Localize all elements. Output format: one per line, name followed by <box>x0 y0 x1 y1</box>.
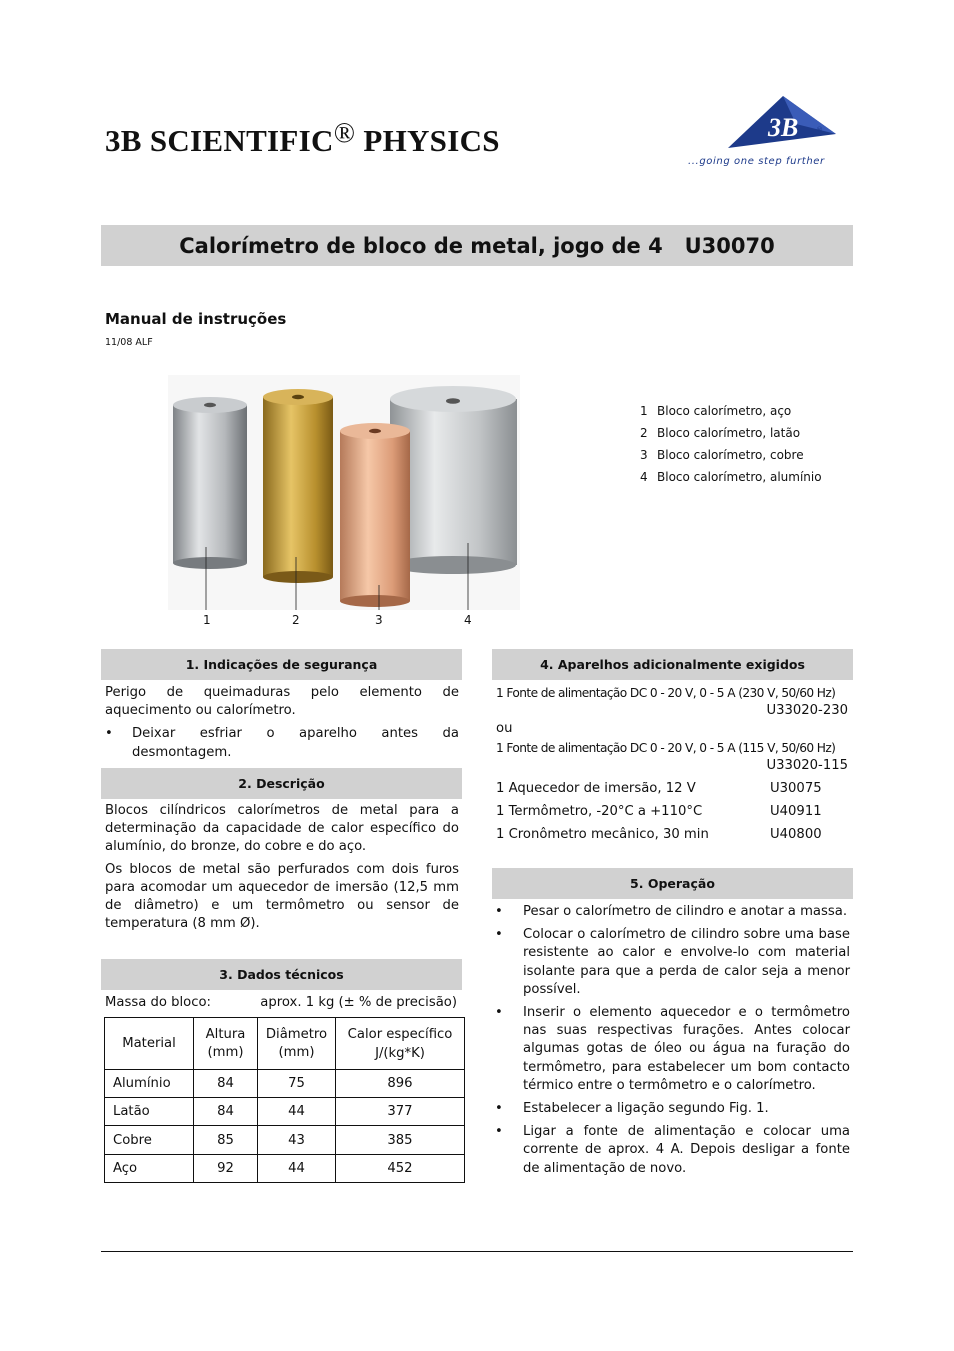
brand-suffix: PHYSICS <box>355 123 500 158</box>
section-4-body <box>496 684 848 845</box>
figure-legend <box>640 400 822 488</box>
steel-block <box>173 397 247 569</box>
operation-step: • Colocar o calorímetro de cilindro sobre uma base resistente ao calor e envolve-lo com material isolante para que a perda de calor seja a menor possível. <box>495 926 850 999</box>
operation-step: • Estabelecer a ligação segundo Fig. 1. <box>495 1100 850 1118</box>
table-header: Altura (mm) <box>194 1018 258 1070</box>
section-2-body <box>105 802 459 933</box>
table-header: Diâmetro (mm) <box>258 1018 336 1070</box>
logo-registered-mark: ® <box>816 126 823 134</box>
mass-label: Massa do bloco: <box>105 995 211 1010</box>
equipment-item: 1 Termômetro, -20°C a +110°C U40911 <box>496 804 822 820</box>
section-5-body <box>495 903 850 1178</box>
operation-step: • Pesar o calorímetro de cilindro e anotar a massa. <box>495 903 850 921</box>
product-photo <box>168 375 520 610</box>
equipment-item: 1 Aquecedor de imersão, 12 V U30075 <box>496 781 822 797</box>
table-row: Aço 92 44 452 <box>105 1155 465 1183</box>
document-title: Calorímetro de bloco de metal, jogo de 4 U30070 <box>179 233 775 258</box>
legend-item: 4 Bloco calorímetro, alumínio <box>640 470 822 484</box>
block-mass <box>105 994 457 1012</box>
equipment-item: 1 Fonte de alimentação DC 0 - 20 V, 0 - 5 A (230 V, 50/60 Hz) <box>496 686 836 700</box>
legend-item: 1 Bloco calorímetro, aço <box>640 404 792 418</box>
mass-value: aprox. 1 kg (± % de precisão) <box>260 995 457 1010</box>
brand-name: 3B SCIENTIFIC <box>105 123 334 158</box>
logo-text: 3B <box>768 113 799 142</box>
section-1-body <box>105 684 459 762</box>
brand-title <box>105 118 500 159</box>
table-row: Latão 84 44 377 <box>105 1098 465 1126</box>
operation-step: • Ligar a fonte de alimentação e colocar uma corrente de aprox. 4 A. Depois desligar a fonte de alimentação de novo. <box>495 1123 850 1178</box>
equipment-item: 1 Cronômetro mecânico, 30 min U40800 <box>496 827 822 843</box>
section-2-header: 2. Descrição <box>101 768 462 799</box>
figure-number: 2 <box>292 613 300 627</box>
footer-divider <box>101 1251 853 1252</box>
table-header: Calor específico J/(kg*K) <box>336 1018 465 1070</box>
table-row: Alumínio 84 75 896 <box>105 1070 465 1098</box>
table-row: Cobre 85 43 385 <box>105 1126 465 1155</box>
technical-data-table <box>104 1017 465 1183</box>
manual-date: 11/08 ALF <box>105 337 153 348</box>
legend-item: 2 Bloco calorímetro, latão <box>640 426 801 440</box>
figure-number: 3 <box>375 613 383 627</box>
section-4-header: 4. Aparelhos adicionalmente exigidos <box>492 649 853 680</box>
equipment-item: 1 Fonte de alimentação DC 0 - 20 V, 0 - 5 A (115 V, 50/60 Hz) <box>496 740 836 755</box>
tagline: ...going one step further <box>688 156 825 167</box>
legend-item: 3 Bloco calorímetro, cobre <box>640 448 804 462</box>
title-bar <box>101 225 853 266</box>
figure-number: 1 <box>203 613 211 627</box>
equipment-or: ou <box>496 721 513 737</box>
3b-logo <box>688 94 838 170</box>
section-1-header: 1. Indicações de segurança <box>101 649 462 680</box>
description-paragraph: Os blocos de metal são perfurados com dois furos para acomodar um aquecedor de imersão (12,5 mm de diâmetro) e um termômetro ou sensor de temperatura (8 mm Ø). <box>105 861 459 932</box>
description-paragraph: Blocos cilíndricos calorímetros de metal para a determinação da capacidade de calor específico do alumínio, do bronze, do cobre e do aço. <box>105 803 459 855</box>
equipment-code: U33020-230 <box>766 703 848 719</box>
operation-step: • Inserir o elemento aquecedor e o termômetro nas suas respectivas furações. Antes colocar algumas gotas de óleo ou água na furação do termômetro, para estabelecer um bom contacto térmico entre o termômetro e o calorímetro. <box>495 1004 850 1095</box>
section-3-header: 3. Dados técnicos <box>101 959 462 990</box>
section-5-header: 5. Operação <box>492 868 853 899</box>
registered-mark: ® <box>333 118 356 149</box>
safety-text: Perigo de queimaduras pelo elemento de aquecimento ou calorímetro. <box>105 685 459 719</box>
table-header-row <box>105 1018 465 1070</box>
equipment-code: U33020-115 <box>766 757 848 773</box>
brass-block <box>263 389 333 583</box>
table-header: Material <box>105 1018 194 1070</box>
safety-bullet: • Deixar esfriar o aparelho antes da desmontagem. <box>105 725 459 761</box>
figure-number: 4 <box>464 613 472 627</box>
manual-heading: Manual de instruções <box>105 310 287 328</box>
copper-block <box>340 423 410 607</box>
